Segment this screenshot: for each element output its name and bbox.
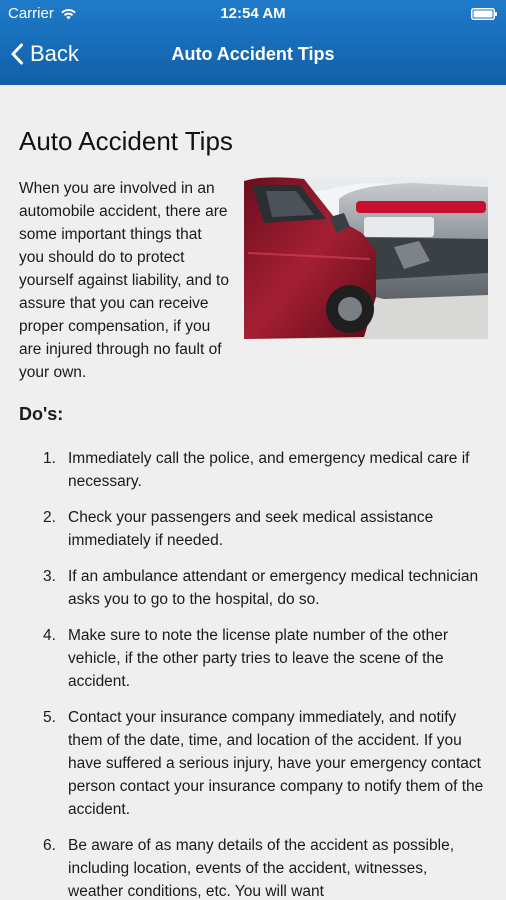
battery-icon	[471, 8, 498, 20]
list-item	[0, 624, 506, 693]
navigation-bar	[0, 28, 506, 85]
page-title: Auto Accident Tips	[19, 126, 233, 156]
nav-title: Auto Accident Tips	[171, 44, 335, 64]
top-bar	[0, 0, 506, 85]
list-item	[0, 506, 506, 552]
list-item-text: If an ambulance attendant or emergency medical technician asks you to go to the hospital, do so.	[68, 568, 479, 608]
list-item	[0, 565, 506, 611]
carrier-label: Carrier	[8, 5, 54, 22]
list-item-number: 4.	[43, 627, 56, 644]
article-content[interactable]	[0, 85, 506, 900]
list-item-number: 2.	[43, 509, 56, 526]
intro-paragraph: When you are involved in an automobile accident, there are some important things that you should do to protect yourself against liability, and to assure that you can receive proper compensation, if you are injured through no fault of your own.	[19, 180, 229, 381]
list-item-text: Check your passengers and seek medical assistance immediately if needed.	[68, 509, 434, 549]
dos-heading: Do's:	[19, 404, 64, 424]
list-item-text: Make sure to note the license plate number of the other vehicle, if the other party tries to leave the scene of the accident.	[68, 627, 448, 690]
list-item	[0, 706, 506, 821]
list-item	[0, 834, 506, 900]
back-button-label: Back	[30, 41, 79, 66]
list-item-number: 6.	[43, 837, 56, 854]
intro-section	[19, 177, 488, 384]
dos-list	[0, 447, 506, 900]
list-item	[0, 447, 506, 493]
status-bar	[0, 0, 506, 28]
status-time: 12:54 AM	[220, 5, 286, 22]
list-item-text: Be aware of as many details of the accident as possible, including location, events of the accident, witnesses, weather conditions, etc. You will want	[68, 837, 454, 900]
list-item-number: 1.	[43, 450, 56, 467]
list-item-number: 5.	[43, 709, 56, 726]
list-item-text: Contact your insurance company immediately, and notify them of the date, time, and location of the accident. If you have suffered a serious injury, have your emergency contact person contact your insurance company to notify them of the accident.	[68, 709, 484, 818]
list-item-text: Immediately call the police, and emergency medical care if necessary.	[68, 450, 470, 490]
list-item-number: 3.	[43, 568, 56, 585]
car-accident-photo	[244, 177, 488, 339]
